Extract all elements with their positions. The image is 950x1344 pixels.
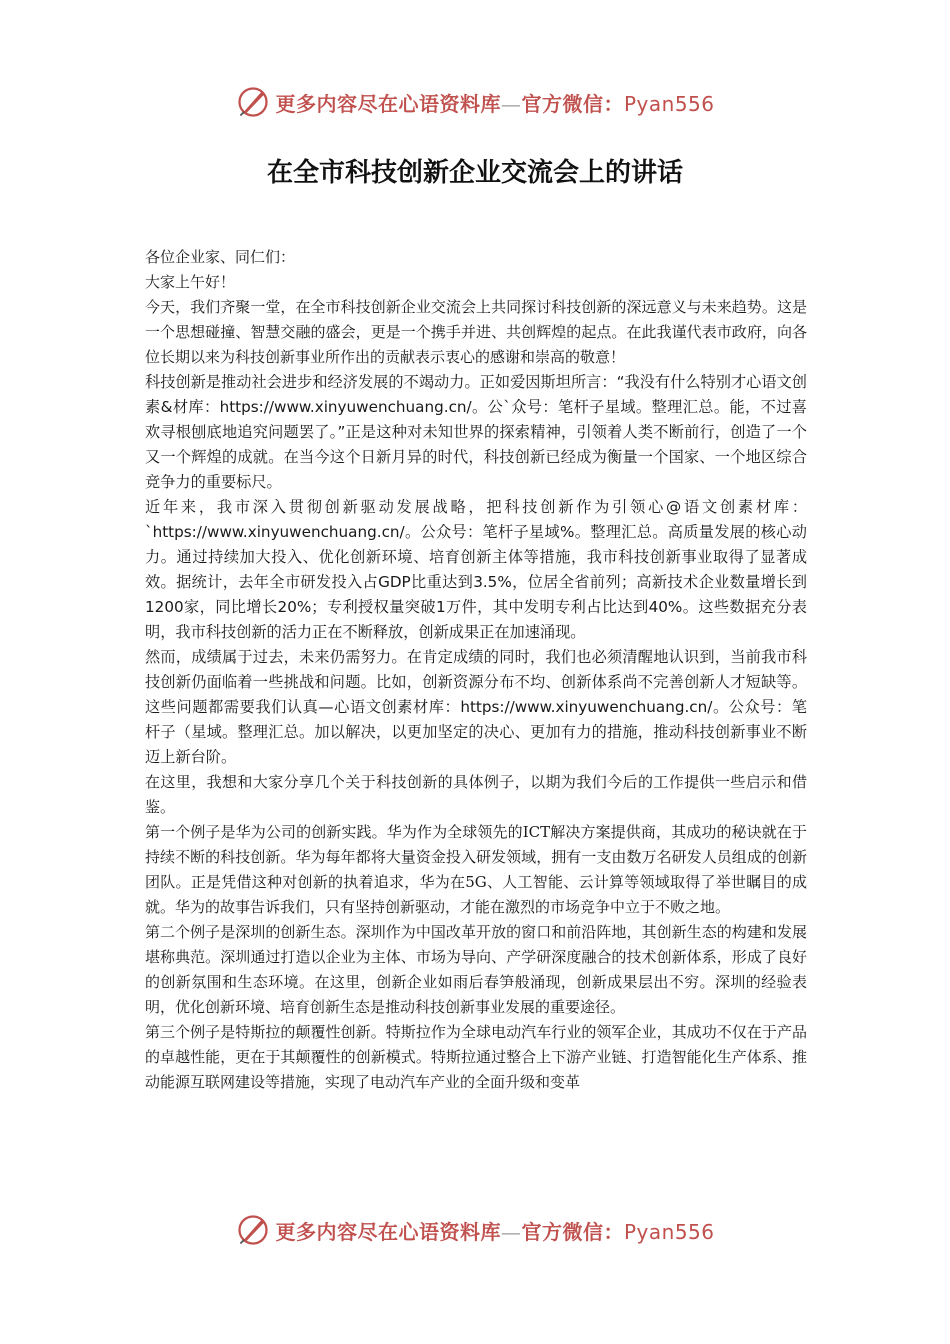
header-banner: [0, 80, 950, 124]
paragraph: 近年来，我市深入贯彻创新驱动发展战略，把科技创新作为引领心@语文创素材库：`https://www.xinyuwenchuang.cn/。公众号：笔杆子星域%。整理汇总。高质量发展的核心动力。通过持续加大投入、优化创新环境、培育创新主体等措施，我市科技创新事业取得了显著成效。据统计，去年全市研发投入占GDP比重达到3.5%，位居全省前列；高新技术企业数量增长到1200家，同比增长20%；专利授权量突破1万件，其中发明专利占比达到40%。这些数据充分表明，我市科技创新的活力正在不断释放，创新成果正在加速涌现。: [145, 498, 807, 641]
paragraph: 第二个例子是深圳的创新生态。深圳作为中国改革开放的窗口和前沿阵地，其创新生态的构建和发展堪称典范。深圳通过打造以企业为主体、市场为导向、产学研深度融合的技术创新体系，形成了良好的创新氛围和生态环境。在这里，创新企业如雨后春笋般涌现，创新成果层出不穷。深圳的经验表明，优化创新环境、培育创新生态是推动科技创新事业发展的重要途径。: [145, 923, 807, 1016]
paragraph: 今天，我们齐聚一堂，在全市科技创新企业交流会上共同探讨科技创新的深远意义与未来趋势。这是一个思想碰撞、智慧交融的盛会，更是一个携手并进、共创辉煌的起点。在此我谨代表市政府，向各位长期以来为科技创新事业所作出的贡献表示衷心的感谢和崇高的敬意！: [145, 298, 807, 366]
quill-logo-icon: [235, 1212, 271, 1248]
document-body: [145, 245, 807, 1095]
paragraph: 科技创新是推动社会进步和经济发展的不竭动力。正如爱因斯坦所言：“我没有什么特别才心语文创素&材库：https://www.xinyuwenchuang.cn/。公`众号：笔杆子星域。整理汇总。能，不过喜欢寻根刨底地追究问题罢了。”正是这种对未知世界的探索精神，引领着人类不断前行，创造了一个又一个辉煌的成就。在当今这个日新月异的时代，科技创新已经成为衡量一个国家、一个地区综合竞争力的重要标尺。: [145, 373, 807, 491]
paragraph: 第三个例子是特斯拉的颠覆性创新。特斯拉作为全球电动汽车行业的领军企业，其成功不仅在于产品的卓越性能，更在于其颠覆性的创新模式。特斯拉通过整合上下游产业链、打造智能化生产体系、推动能源互联网建设等措施，实现了电动汽车产业的全面升级和变革: [145, 1023, 807, 1091]
paragraph: 在这里，我想和大家分享几个关于科技创新的具体例子，以期为我们今后的工作提供一些启示和借鉴。: [145, 773, 807, 816]
document-title: 在全市科技创新企业交流会上的讲话: [266, 158, 683, 188]
paragraph: 然而，成绩属于过去，未来仍需努力。在肯定成绩的同时，我们也必须清醒地认识到，当前我市科技创新仍面临着一些挑战和问题。比如，创新资源分布不均、创新体系尚不完善创新人才短缺等。这些问题都需要我们认真—心语文创素材库：https://www.xinyuwenchuang.cn/。公众号：笔杆子（星域。整理汇总。加以解决，以更加坚定的决心、更加有力的措施，推动科技创新事业不断迈上新台阶。: [145, 648, 807, 766]
paragraph: 大家上午好！: [145, 273, 236, 291]
banner-text: 更多内容尽在心语资料库—官方微信：Pyan556: [275, 1219, 715, 1244]
banner-text: 更多内容尽在心语资料库—官方微信：Pyan556: [275, 91, 715, 116]
footer-banner: [0, 1208, 950, 1252]
paragraph: 各位企业家、同仁们：: [145, 248, 296, 266]
quill-logo-icon: [235, 84, 271, 120]
paragraph: 第一个例子是华为公司的创新实践。华为作为全球领先的ICT解决方案提供商，其成功的秘诀就在于持续不断的科技创新。华为每年都将大量资金投入研发领域，拥有一支由数万名研发人员组成的创新团队。正是凭借这种对创新的执着追求，华为在5G、人工智能、云计算等领域取得了举世瞩目的成就。华为的故事告诉我们，只有坚持创新驱动，才能在激烈的市场竞争中立于不败之地。: [145, 823, 807, 916]
